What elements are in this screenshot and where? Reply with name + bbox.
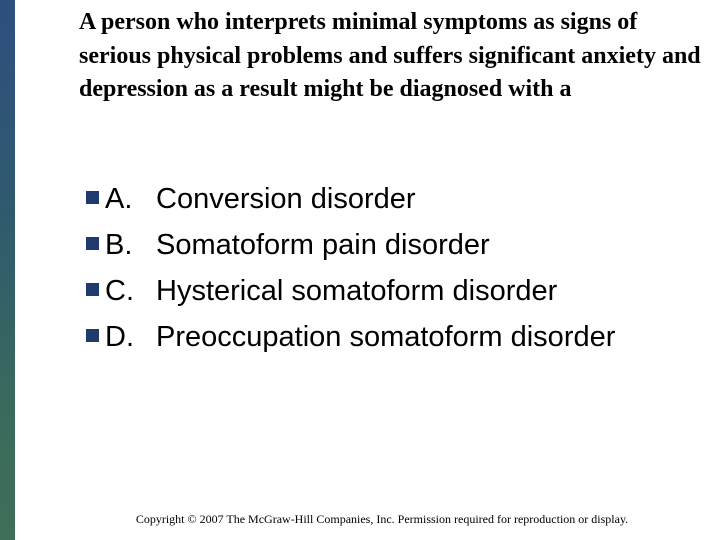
square-bullet-icon: [86, 237, 99, 250]
sidebar-accent-bar: [0, 0, 15, 540]
square-bullet-icon: [86, 329, 99, 342]
option-letter: C.: [105, 275, 134, 307]
answer-option-b: [86, 224, 615, 270]
copyright-notice: Copyright © 2007 The McGraw-Hill Companies, Inc. Permission required for reproduction or display.: [135, 512, 629, 526]
answer-option-c: [86, 270, 615, 316]
answer-option-d: [86, 316, 615, 362]
square-bullet-icon: [86, 283, 99, 296]
option-letter: B.: [105, 229, 133, 261]
option-letter: D.: [105, 321, 134, 353]
square-bullet-icon: [86, 191, 99, 204]
answer-option-a: [86, 178, 615, 224]
answer-options-list: [86, 178, 615, 362]
option-text: Conversion disorder: [156, 183, 416, 215]
option-letter: A.: [105, 183, 133, 215]
option-text: Preoccupation somatoform disorder: [156, 321, 616, 353]
option-text: Hysterical somatoform disorder: [156, 275, 558, 307]
option-text: Somatoform pain disorder: [156, 229, 490, 261]
question-text: A person who interprets minimal symptoms as signs of serious physical problems and suffers significant anxiety and depression as a result might be diagnosed with a: [79, 9, 701, 102]
